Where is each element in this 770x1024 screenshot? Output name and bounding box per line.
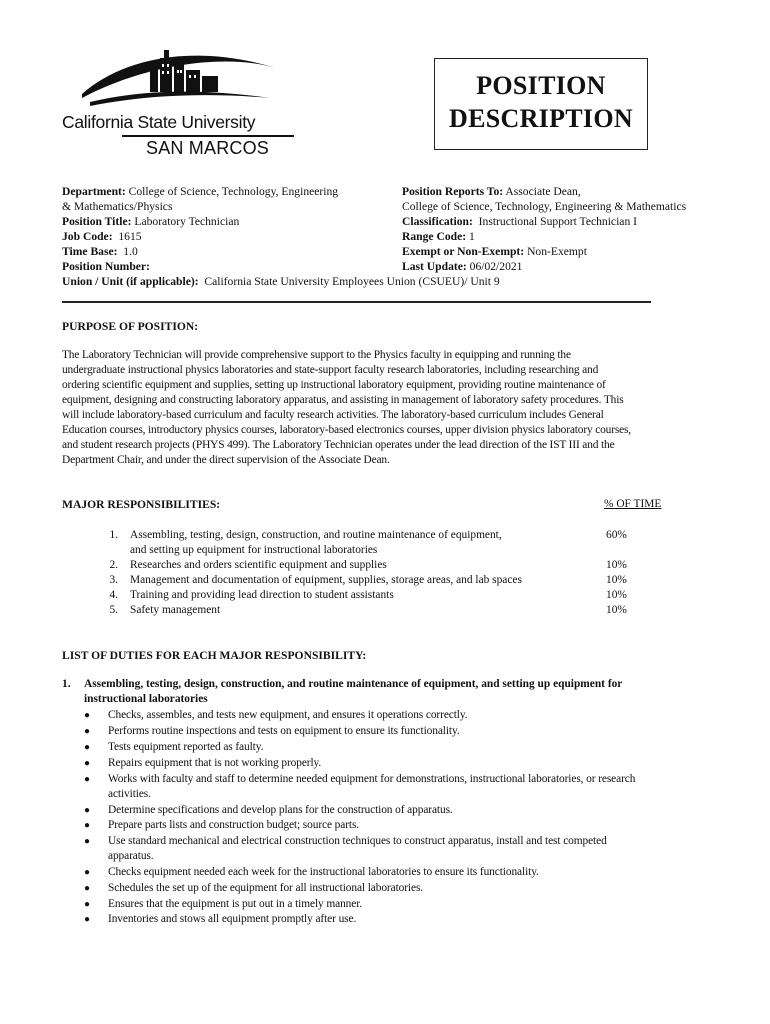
responsibility-text: Assembling, testing, design, construction, and routine maintenance of equipment, xyxy=(130,529,502,541)
union-row xyxy=(62,274,500,289)
percent-of-time-heading: % OF TIME xyxy=(604,498,662,510)
responsibility-percent: 10% xyxy=(606,604,627,616)
bullet-icon: ● xyxy=(84,914,91,925)
purpose-line: equipment, designing and constructing laboratory apparatus, and assisting in management of laboratory safety procedures. This xyxy=(62,394,624,406)
info-right-column xyxy=(402,184,732,274)
duty-item: Performs routine inspections and tests on equipment to ensure its functionality. xyxy=(108,725,460,737)
duty-item: Determine specifications and develop plans for the construction of apparatus. xyxy=(108,804,453,816)
last-update-value: 06/02/2021 xyxy=(469,260,523,273)
duty-section-title-cont: instructional laboratories xyxy=(84,693,208,705)
campus-skyline-icon xyxy=(80,40,280,110)
responsibility-number: 5. xyxy=(109,604,118,616)
exempt-row xyxy=(402,244,732,259)
position-title-row xyxy=(62,214,392,229)
purpose-line: undergraduate instructional physics laboratories and state-support faculty research laboratories, including researching and xyxy=(62,364,599,376)
range-code-row xyxy=(402,229,732,244)
position-title-value: Laboratory Technician xyxy=(134,215,240,228)
info-left-column xyxy=(62,184,392,274)
responsibility-percent: 10% xyxy=(606,589,627,601)
purpose-line: will include laboratory-based curriculum and faculty research activities. The laboratory-based curriculum includes General xyxy=(62,409,604,421)
duty-item-cont: activities. xyxy=(108,788,151,800)
bullet-icon: ● xyxy=(84,710,91,721)
exempt-label: Exempt or Non-Exempt: xyxy=(402,245,525,258)
position-number-row xyxy=(62,259,392,274)
classification-value: Instructional Support Technician I xyxy=(478,215,638,228)
position-description-title xyxy=(434,58,648,150)
responsibility-number: 3. xyxy=(109,574,118,586)
classification-label: Classification: xyxy=(402,215,473,228)
reports-to-row xyxy=(402,184,732,199)
union-value: California State University Employees Union (CSUEU)/ Unit 9 xyxy=(204,275,500,288)
duty-section-title: Assembling, testing, design, construction, and routine maintenance of equipment, and setting up equipment for xyxy=(84,678,623,690)
job-code-row xyxy=(62,229,392,244)
time-base-value: 1.0 xyxy=(123,245,138,258)
reports-to-label: Position Reports To: xyxy=(402,185,504,198)
department-row xyxy=(62,184,392,199)
duty-item: Inventories and stows all equipment promptly after use. xyxy=(108,913,357,925)
reports-to-value: Associate Dean, xyxy=(505,185,581,198)
bullet-icon: ● xyxy=(84,742,91,753)
department-label: Department: xyxy=(62,185,126,198)
responsibility-number: 1. xyxy=(109,529,118,541)
responsibility-text: Researches and orders scientific equipment and supplies xyxy=(130,559,387,571)
responsibility-text: Training and providing lead direction to student assistants xyxy=(130,589,394,601)
university-logo xyxy=(62,40,298,158)
purpose-paragraph xyxy=(62,348,720,468)
bullet-icon: ● xyxy=(84,867,91,878)
bullet-icon: ● xyxy=(84,820,91,831)
section-divider xyxy=(62,301,651,303)
university-name: California State University xyxy=(62,112,256,132)
reports-to-row-cont: College of Science, Technology, Engineering & Mathematics xyxy=(402,200,687,213)
purpose-line: The Laboratory Technician will provide comprehensive support to the Physics faculty in equipping and running the xyxy=(62,349,571,361)
range-code-value: 1 xyxy=(469,230,475,243)
campus-name: SAN MARCOS xyxy=(146,138,270,158)
job-code-value: 1615 xyxy=(118,230,142,243)
responsibility-number: 4. xyxy=(109,589,118,601)
title-line-1: POSITION xyxy=(476,71,606,100)
bullet-icon: ● xyxy=(84,883,91,894)
responsibility-percent: 10% xyxy=(606,574,627,586)
responsibility-text: Safety management xyxy=(130,604,221,616)
purpose-heading: PURPOSE OF POSITION: xyxy=(62,320,199,333)
responsibility-text-cont: and setting up equipment for instructional laboratories xyxy=(130,544,378,556)
classification-row xyxy=(402,214,732,229)
purpose-line: and student research projects (PHYS 499). The Laboratory Technician operates under the lead direction of the IST III and the xyxy=(62,439,615,451)
duty-item: Checks, assembles, and tests new equipment, and ensures it operations correctly. xyxy=(108,709,468,721)
responsibility-percent: 10% xyxy=(606,559,627,571)
exempt-value: Non-Exempt xyxy=(527,245,587,258)
last-update-label: Last Update: xyxy=(402,260,467,273)
purpose-line: ordering scientific equipment and supplies, setting up instructional laboratory equipment, providing routine maintenance of xyxy=(62,379,606,391)
position-title-label: Position Title: xyxy=(62,215,132,228)
bullet-icon: ● xyxy=(84,899,91,910)
position-number-label: Position Number: xyxy=(62,260,150,273)
range-code-label: Range Code: xyxy=(402,230,467,243)
department-row-cont: & Mathematics/Physics xyxy=(62,200,173,213)
bullet-icon: ● xyxy=(84,805,91,816)
responsibility-percent: 60% xyxy=(606,529,627,541)
time-base-label: Time Base: xyxy=(62,245,118,258)
purpose-line: Education courses, introductory physics courses, laboratory-based electronics courses, upper division physics laboratory courses, xyxy=(62,424,632,436)
duty-item: Use standard mechanical and electrical construction techniques to construct apparatus, install and test competed xyxy=(108,835,607,847)
time-base-row xyxy=(62,244,392,259)
title-line-2: DESCRIPTION xyxy=(449,104,633,133)
duty-item: Checks equipment needed each week for the instructional laboratories to ensure its functionality. xyxy=(108,866,539,878)
duty-item: Repairs equipment that is not working properly. xyxy=(108,757,322,769)
union-label: Union / Unit (if applicable): xyxy=(62,275,199,288)
bullet-icon: ● xyxy=(84,836,91,847)
duties-heading: LIST OF DUTIES FOR EACH MAJOR RESPONSIBILITY: xyxy=(62,649,367,662)
department-value: College of Science, Technology, Engineering xyxy=(128,185,339,198)
duty-item: Ensures that the equipment is put out in a timely manner. xyxy=(108,898,363,910)
duty-item-cont: apparatus. xyxy=(108,850,154,862)
duty-item: Tests equipment reported as faulty. xyxy=(108,741,264,753)
duty-item: Works with faculty and staff to determine needed equipment for demonstrations, instructional laboratories, or research xyxy=(108,773,636,785)
duty-item: Schedules the set up of the equipment for all instructional laboratories. xyxy=(108,882,424,894)
responsibility-text: Management and documentation of equipment, supplies, storage areas, and lab spaces xyxy=(130,574,522,586)
duty-item: Prepare parts lists and construction budget; source parts. xyxy=(108,819,360,831)
purpose-line: Department Chair, and under the direct supervision of the Associate Dean. xyxy=(62,454,390,466)
job-code-label: Job Code: xyxy=(62,230,113,243)
duty-section-number: 1. xyxy=(62,678,71,690)
responsibilities-heading: MAJOR RESPONSIBILITIES: xyxy=(62,498,221,511)
bullet-icon: ● xyxy=(84,774,91,785)
last-update-row xyxy=(402,259,732,274)
responsibility-number: 2. xyxy=(109,559,118,571)
bullet-icon: ● xyxy=(84,726,91,737)
bullet-icon: ● xyxy=(84,758,91,769)
